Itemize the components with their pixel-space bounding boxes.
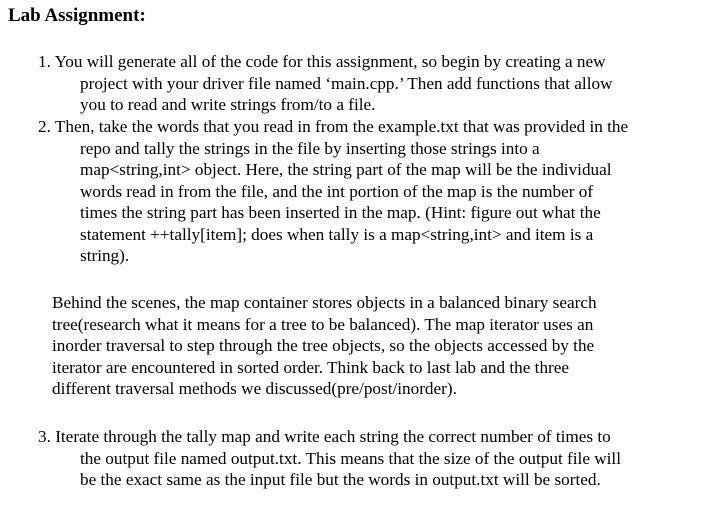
paragraph-line-5: different traversal methods we discussed(pre/post/inorder). bbox=[52, 379, 457, 398]
list-item-1 bbox=[38, 51, 708, 116]
list-item-2-line-2: repo and tally the strings in the file by inserting those strings into a bbox=[80, 138, 540, 158]
list-item-2-line-3: map<string,int> object. Here, the string part of the map will be the individual bbox=[80, 160, 612, 179]
explanation-paragraph bbox=[52, 292, 702, 400]
list-item-1-line-3: you to read and write strings from/to a file. bbox=[80, 95, 376, 114]
list-item-1-first-line bbox=[38, 51, 708, 73]
document-title: Lab Assignment: bbox=[8, 5, 146, 26]
list-item-1-line-1: You will generate all of the code for this assignment, so begin by creating a new bbox=[54, 52, 606, 71]
list-item-1-number: 1. bbox=[38, 52, 51, 71]
paragraph-line-3: inorder traversal to step through the tree objects, so the objects accessed by the bbox=[52, 336, 595, 355]
list-item-3-line-1: Iterate through the tally map and write each string the correct number of times to bbox=[55, 427, 611, 446]
list-item-3-line-3: be the exact same as the input file but the words in output.txt will be sorted. bbox=[80, 470, 601, 489]
list-item-2-number: 2. bbox=[38, 117, 51, 136]
list-item-3 bbox=[38, 426, 708, 491]
list-item-2-line-5: times the string part has been inserted in the map. (Hint: figure out what the bbox=[80, 203, 601, 222]
paragraph-line-1: Behind the scenes, the map container stores objects in a balanced binary search bbox=[52, 293, 597, 312]
list-item-3-first-line bbox=[38, 426, 708, 448]
list-item-2-line-1: Then, take the words that you read in from the example.txt that was provided in the bbox=[54, 117, 629, 136]
list-item-1-line-2: project with your driver file named ‘main.cpp.’ Then add functions that allow bbox=[80, 73, 613, 93]
list-item-2-line-4: words read in from the file, and the int portion of the map is the number of bbox=[80, 181, 594, 201]
paragraph-line-2: tree(research what it means for a tree to be balanced). The map iterator uses an bbox=[52, 314, 594, 334]
list-item-3-line-2: the output file named output.txt. This means that the size of the output file will bbox=[80, 448, 621, 468]
list-item-2-line-7: string). bbox=[80, 246, 130, 265]
paragraph-line-4: iterator are encountered in sorted order. Think back to last lab and the three bbox=[52, 357, 570, 377]
list-item-2-first-line bbox=[38, 116, 708, 138]
list-item-3-number: 3. bbox=[38, 427, 51, 446]
list-item-2 bbox=[38, 116, 708, 267]
list-item-2-line-6: statement ++tally[item]; does when tally is a map<string,int> and item is a bbox=[80, 224, 594, 244]
